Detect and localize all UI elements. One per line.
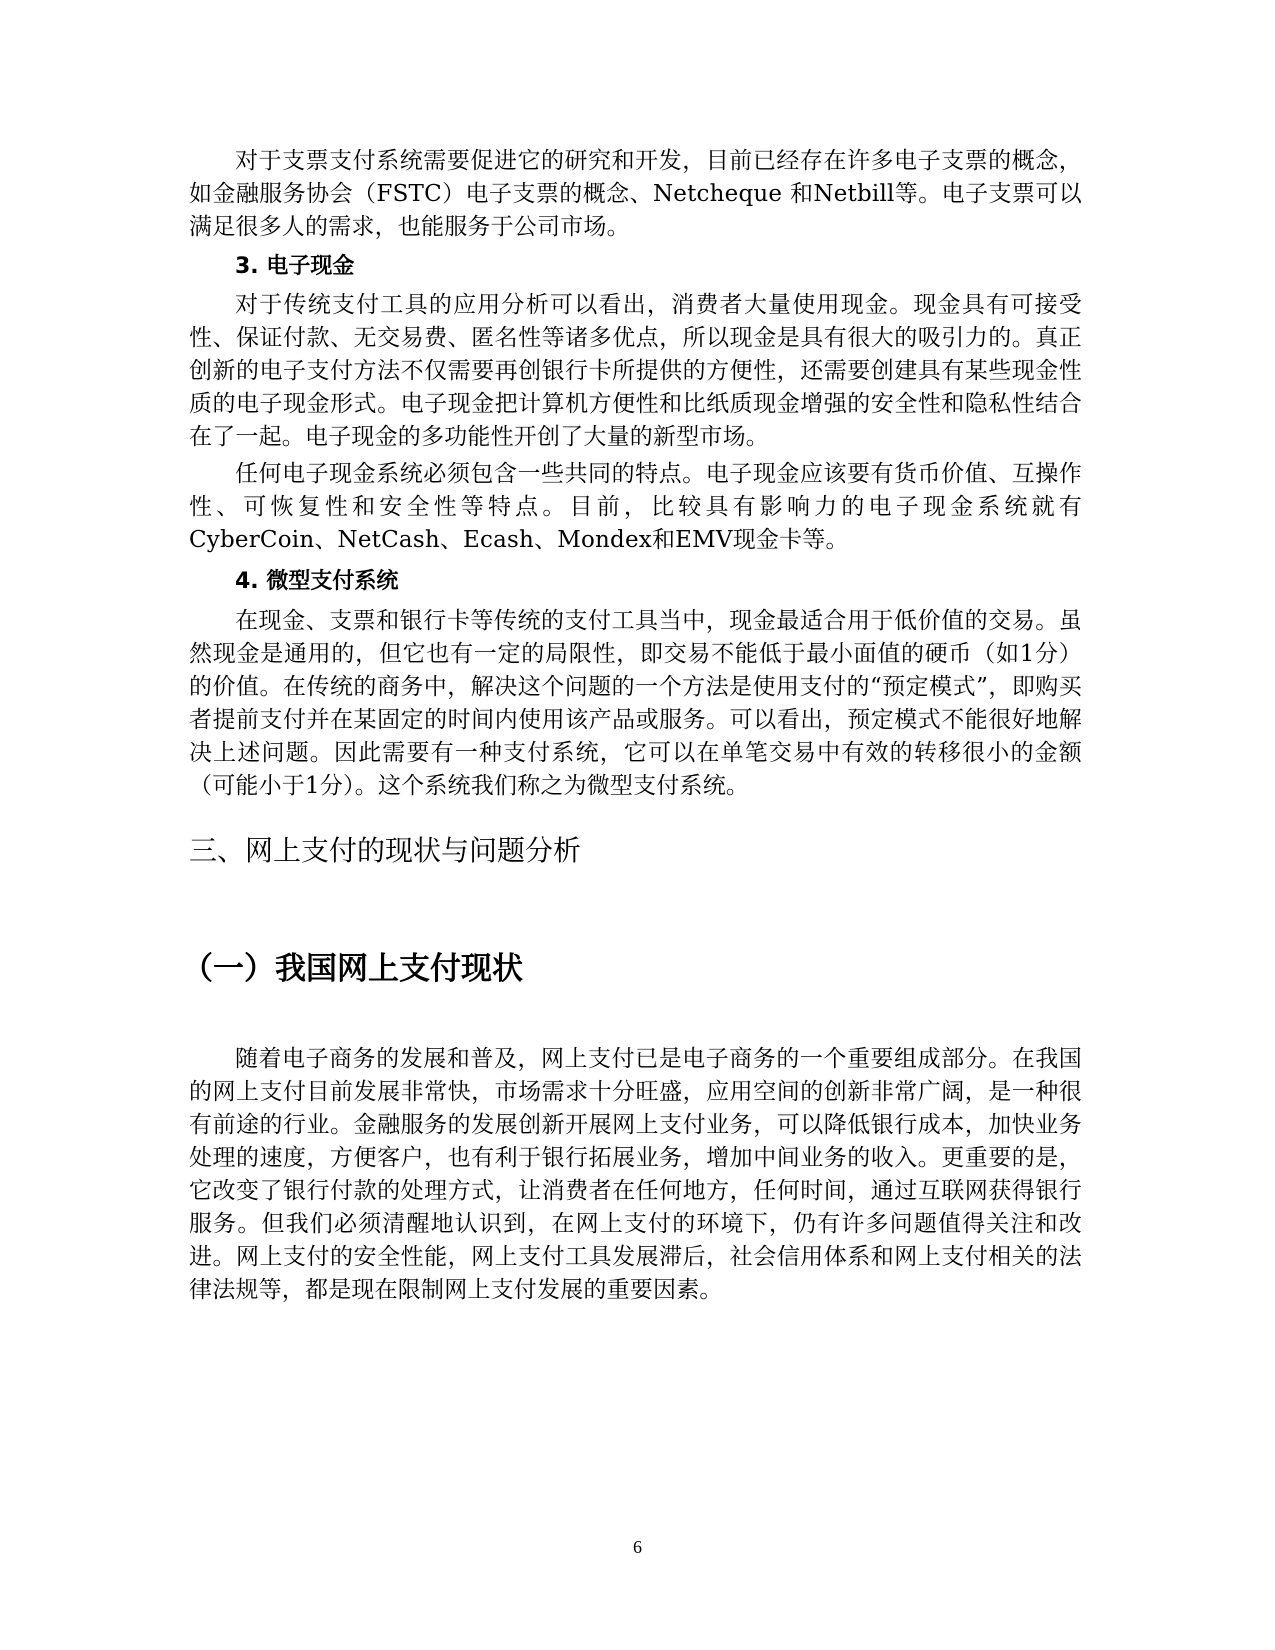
section-title: 三、网上支付的现状与问题分析 (189, 834, 582, 867)
paragraph-online-payment-status: 随着电子商务的发展和普及，网上支付已是电子商务的一个重要组成部分。在我国的网上支付目前发展非常快，市场需求十分旺盛，应用空间的创新非常广阔，是一种很有前途的行业。金融服务的发展创新开展网上支付业务，可以降低银行成本，加快业务处理的速度，方便客户，也有利于银行拓展业务，增加中间业务的收入。更重要的是，它改变了银行付款的处理方式，让消费者在任何地方，任何时间，通过互联网获得银行服务。但我们必须清醒地认识到，在网上支付的环境下，仍有许多问题值得关注和改进。网上支付的安全性能，网上支付工具发展滞后，社会信用体系和网上支付相关的法律法规等，都是现在限制网上支付发展的重要因素。 (189, 1046, 1082, 1303)
heading-electronic-cash: 3. 电子现金 (235, 254, 355, 279)
paragraph-electronic-cheque: 对于支票支付系统需要促进它的研究和开发，目前已经存在许多电子支票的概念，如金融服务协会（FSTC）电子支票的概念、Netcheque 和Netbill等。电子支票可以满足很多人的需求，也能服务于公司市场。 (189, 148, 1082, 240)
paragraph-electronic-cash-1: 对于传统支付工具的应用分析可以看出，消费者大量使用现金。现金具有可接受性、保证付款、无交易费、匿名性等诸多优点，所以现金是具有很大的吸引力的。真正创新的电子支付方法不仅需要再创银行卡所提供的方便性，还需要创建具有某些现金性质的电子现金形式。电子现金把计算机方便性和比纸质现金增强的安全性和隐私性结合在了一起。电子现金的多功能性开创了大量的新型市场。 (189, 292, 1082, 450)
subsection-title: （一）我国网上支付现状 (182, 951, 523, 987)
page-number: 6 (633, 1537, 642, 1557)
heading-micropayment-system: 4. 微型支付系统 (235, 569, 399, 594)
paragraph-micropayment: 在现金、支票和银行卡等传统的支付工具当中，现金最适合用于低价值的交易。虽然现金是通用的，但它也有一定的局限性，即交易不能低于最小面值的硬币（如1分）的价值。在传统的商务中，解决这个问题的一个方法是使用支付的“预定模式”，即购买者提前支付并在某固定的时间内使用该产品或服务。可以看出，预定模式不能很好地解决上述问题。因此需要有一种支付系统，它可以在单笔交易中有效的转移很小的金额（可能小于1分）。这个系统我们称之为微型支付系统。 (189, 608, 1082, 799)
paragraph-electronic-cash-2: 任何电子现金系统必须包含一些共同的特点。电子现金应该要有货币价值、互操作性、可恢复性和安全性等特点。目前，比较具有影响力的电子现金系统就有CyberCoin、NetCash、Ecash、Mondex和EMV现金卡等。 (189, 461, 1082, 553)
